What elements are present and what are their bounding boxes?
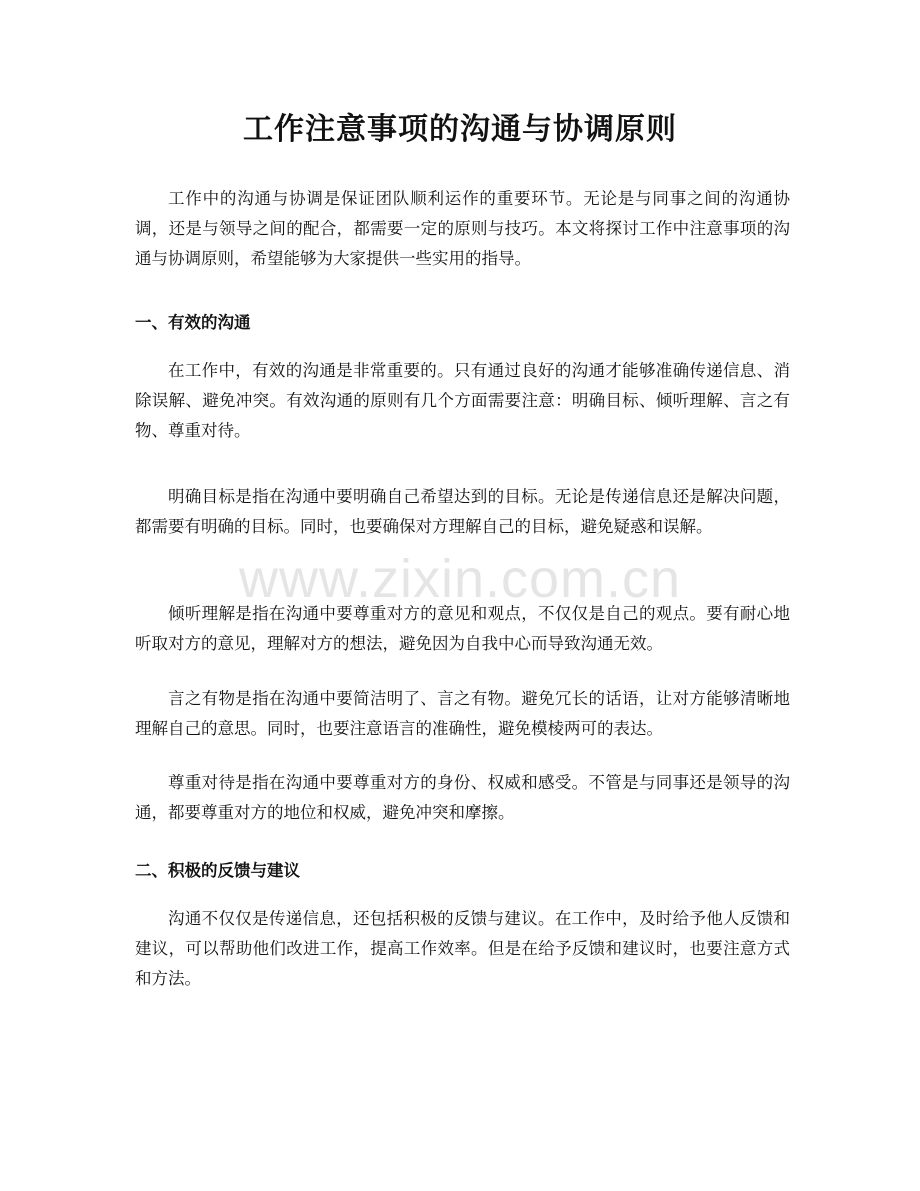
intro-paragraph: 工作中的沟通与协调是保证团队顺利运作的重要环节。无论是与同事之间的沟通协调，还是与领导之间的配合，都需要一定的原则与技巧。本文将探讨工作中注意事项的沟通与协调原则，希望能够为大家提供一些实用的指导。: [135, 189, 790, 268]
section1-paragraph-2: 明确目标是指在沟通中要明确自己希望达到的目标。无论是传递信息还是解决问题，都需要有明确的目标。同时，也要确保对方理解自己的目标，避免疑惑和误解。: [135, 487, 790, 536]
section-heading-feedback-suggestions: 二、积极的反馈与建议: [135, 861, 300, 880]
watermark-text: www.zixin.com.cn: [238, 549, 682, 609]
section1-paragraph-1: 在工作中，有效的沟通是非常重要的。只有通过良好的沟通才能够准确传递信息、消除误解、避免冲突。有效沟通的原则有几个方面需要注意：明确目标、倾听理解、言之有物、尊重对待。: [135, 361, 790, 440]
section1-paragraph-3: 倾听理解是指在沟通中要尊重对方的意见和观点，不仅仅是自己的观点。要有耐心地听取对方的意见，理解对方的想法，避免因为自我中心而导致沟通无效。: [135, 604, 790, 653]
section2-paragraph-1: 沟通不仅仅是传递信息，还包括积极的反馈与建议。在工作中，及时给予他人反馈和建议，可以帮助他们改进工作，提高工作效率。但是在给予反馈和建议时，也要注意方式和方法。: [135, 909, 790, 988]
section1-paragraph-4: 言之有物是指在沟通中要简洁明了、言之有物。避免冗长的话语，让对方能够清晰地理解自己的意思。同时，也要注意语言的准确性，避免模棱两可的表达。: [135, 689, 790, 738]
section-heading-effective-communication: 一、有效的沟通: [135, 313, 251, 332]
section1-paragraph-5: 尊重对待是指在沟通中要尊重对方的身份、权威和感受。不管是与同事还是领导的沟通，都要尊重对方的地位和权威，避免冲突和摩擦。: [135, 773, 790, 822]
document-title: 工作注意事项的沟通与协调原则: [243, 112, 677, 147]
